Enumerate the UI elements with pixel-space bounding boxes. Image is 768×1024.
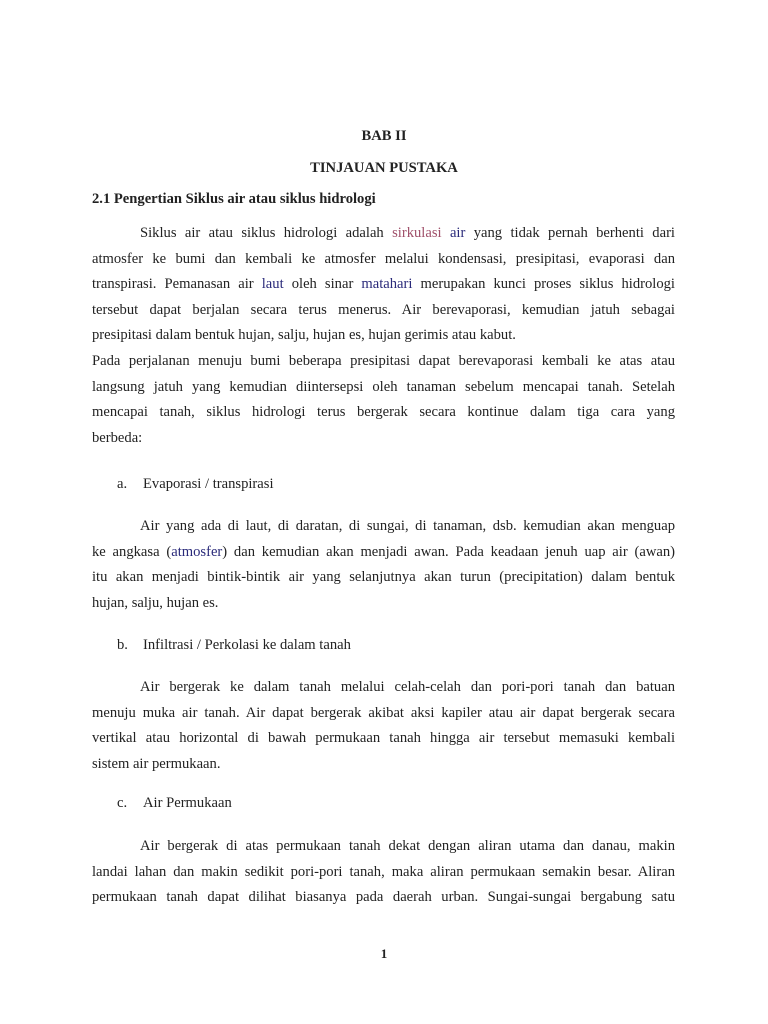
text-line (92, 591, 675, 617)
paragraph (92, 834, 675, 911)
list-item-label: Air Permukaan (143, 795, 232, 811)
text-line (92, 885, 675, 911)
text-line (92, 400, 675, 426)
text-run: permukaan tanah dapat dilihat biasanya pada daerah urban. Sungai-sungai bergabung satu (92, 889, 675, 905)
text-line (92, 426, 675, 452)
hyperlink[interactable]: air (449, 225, 466, 241)
text-run: menuju muka air tanah. Air dapat bergerak akibat aksi kapiler atau air dapat bergerak secara (92, 704, 675, 721)
text-line (92, 323, 675, 349)
list-item-label: Evaporasi / transpirasi (143, 476, 274, 492)
text-line (92, 247, 675, 273)
text-run: vertikal atau horizontal di bawah permukaan tanah hingga air tersebut memasuki kembali (92, 730, 675, 746)
text-run: ke angkasa ( (92, 543, 172, 560)
paragraph (92, 514, 675, 616)
text-run: presipitasi dalam bentuk hujan, salju, hujan es, hujan gerimis atau kabut. (92, 327, 516, 343)
text-line (92, 349, 675, 375)
text-line (92, 752, 675, 778)
text-run: mencapai tanah, siklus hidrologi terus bergerak secara kontinue dalam tiga cara yang (92, 404, 675, 420)
text-run: itu akan menjadi bintik-bintik air yang selanjutnya akan turun (precipitation) dalam bentuk (92, 569, 675, 585)
text-line (92, 675, 675, 701)
list-item (117, 793, 232, 813)
list-item (117, 474, 274, 494)
hyperlink[interactable]: laut (261, 276, 284, 292)
text-line (92, 834, 675, 860)
text-line (92, 565, 675, 591)
chapter-number: BAB II (361, 128, 407, 144)
text-run: Pada perjalanan menuju bumi beberapa presipitasi dapat berevaporasi kembali ke atas atau (92, 353, 675, 369)
paragraph (92, 349, 675, 451)
text-run (442, 225, 450, 241)
text-run: sistem air permukaan. (92, 755, 221, 772)
list-marker: c. (117, 795, 128, 811)
text-line (92, 540, 675, 566)
list-marker: a. (117, 476, 128, 492)
section-heading: 2.1 Pengertian Siklus air atau siklus hidrologi (92, 191, 376, 207)
list-item (117, 635, 351, 655)
page-number: 1 (380, 946, 388, 961)
hyperlink[interactable]: atmosfer (171, 543, 223, 560)
text-run: ) dan kemudian akan menjadi awan. Pada keadaan jenuh uap air (awan) (222, 543, 675, 560)
text-run: hujan, salju, hujan es. (92, 594, 219, 611)
text-line (92, 726, 675, 752)
chapter-title: TINJAUAN PUSTAKA (310, 160, 458, 176)
list-item-label: Infiltrasi / Perkolasi ke dalam tanah (143, 637, 351, 653)
paragraph (92, 221, 675, 349)
text-run: oleh sinar (283, 276, 362, 292)
list-marker: b. (117, 637, 128, 653)
hyperlink[interactable]: matahari (361, 276, 413, 292)
text-run: merupakan kunci proses siklus hidrologi (412, 276, 675, 292)
text-run: landai lahan dan makin sedikit pori-pori tanah, maka aliran permukaan semakin besar. Aliran (92, 863, 675, 880)
text-run: Air bergerak di atas permukaan tanah dekat dengan aliran utama dan danau, makin (140, 838, 675, 854)
text-run: transpirasi. Pemanasan air (92, 276, 262, 292)
text-line (92, 514, 675, 540)
text-run: Air bergerak ke dalam tanah melalui celah-celah dan pori-pori tanah dan batuan (140, 679, 675, 695)
text-line (92, 221, 675, 247)
text-run: berbeda: (92, 429, 143, 446)
text-run: yang tidak pernah berhenti dari (465, 225, 675, 241)
text-line (92, 860, 675, 886)
text-line (92, 272, 675, 298)
text-line (92, 298, 675, 324)
hyperlink[interactable]: sirkulasi (392, 225, 442, 241)
text-run: langsung jatuh yang kemudian diintersepsi oleh tanaman sebelum mencapai tanah. Setelah (92, 378, 675, 395)
text-line (92, 701, 675, 727)
text-line (92, 375, 675, 401)
paragraph (92, 675, 675, 777)
text-run: tersebut dapat berjalan secara terus menerus. Air berevaporasi, kemudian jatuh sebagai (92, 301, 675, 318)
text-run: Air yang ada di laut, di daratan, di sungai, di tanaman, dsb. kemudian akan menguap (140, 518, 675, 534)
text-run: atmosfer ke bumi dan kembali ke atmosfer melalui kondensasi, presipitasi, evaporasi dan (92, 250, 675, 267)
text-run: Siklus air atau siklus hidrologi adalah (140, 225, 393, 241)
